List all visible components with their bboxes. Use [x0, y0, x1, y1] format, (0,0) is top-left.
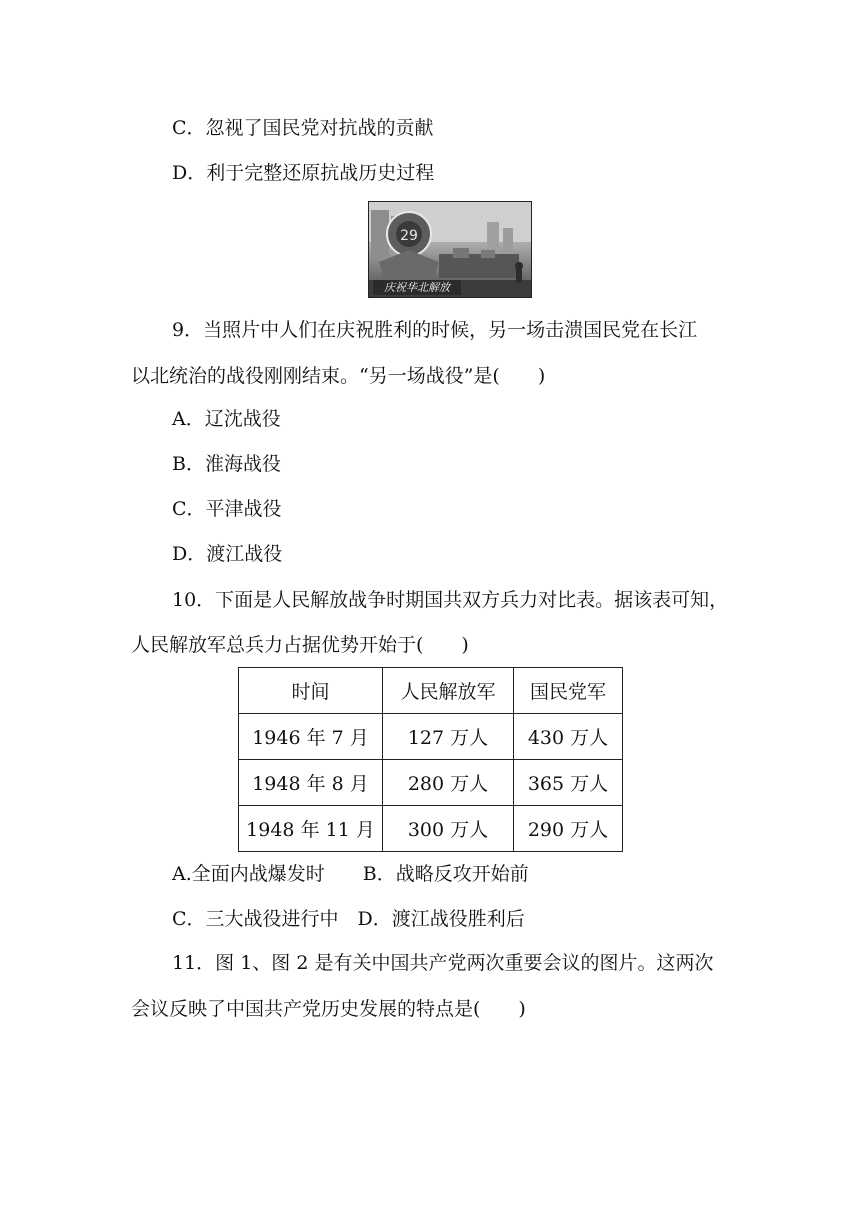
q9-option-a: A．辽沈战役: [172, 408, 281, 430]
q11-stem-line-1: 11．图 1、图 2 是有关中国共产党两次重要会议的图片。这两次: [172, 952, 714, 974]
celebration-photo: [368, 201, 532, 298]
q9-option-d: D．渡江战役: [172, 543, 283, 565]
option-d-q8: D．利于完整还原抗战历史过程: [172, 162, 435, 184]
svg-text:29: 29: [400, 228, 418, 244]
photo-banner: 庆祝华北解放: [373, 280, 461, 295]
q9-stem-line-1: 9．当照片中人们在庆祝胜利的时候，另一场击溃国民党在长江: [172, 319, 698, 341]
option-c-q8: C．忽视了国民党对抗战的贡献: [172, 117, 434, 139]
table-cell: 1946 年 7 月: [239, 714, 383, 760]
q9-stem-line-2: 以北统治的战役刚刚结束。“另一场战役”是( ): [131, 365, 546, 387]
q10-stem-line-2: 人民解放军总兵力占据优势开始于( ): [131, 634, 469, 656]
table-cell: 1948 年 11 月: [239, 806, 383, 852]
table-header-row: [239, 668, 623, 714]
q10-options-line-2: C．三大战役进行中 D．渡江战役胜利后: [172, 908, 525, 930]
table-header: 时间: [239, 668, 383, 714]
table-row: [239, 714, 623, 760]
force-comparison-table: [238, 667, 623, 852]
table-cell: 290 万人: [514, 806, 623, 852]
table-cell: 300 万人: [383, 806, 514, 852]
q11-stem-line-2: 会议反映了中国共产党历史发展的特点是( ): [131, 998, 526, 1020]
q9-option-c: C．平津战役: [172, 498, 282, 520]
table-cell: 1948 年 8 月: [239, 760, 383, 806]
table-cell: 280 万人: [383, 760, 514, 806]
table-header: 国民党军: [514, 668, 623, 714]
q9-option-b: B．淮海战役: [172, 453, 281, 475]
table-cell: 365 万人: [514, 760, 623, 806]
q10-stem-line-1: 10．下面是人民解放战争时期国共双方兵力对比表。据该表可知，: [172, 589, 729, 611]
table-header: 人民解放军: [383, 668, 514, 714]
table-row: [239, 760, 623, 806]
table-cell: 127 万人: [383, 714, 514, 760]
table-cell: 430 万人: [514, 714, 623, 760]
table-row: [239, 806, 623, 852]
q10-options-line-1: A.全面内战爆发时 B．战略反攻开始前: [172, 863, 529, 885]
